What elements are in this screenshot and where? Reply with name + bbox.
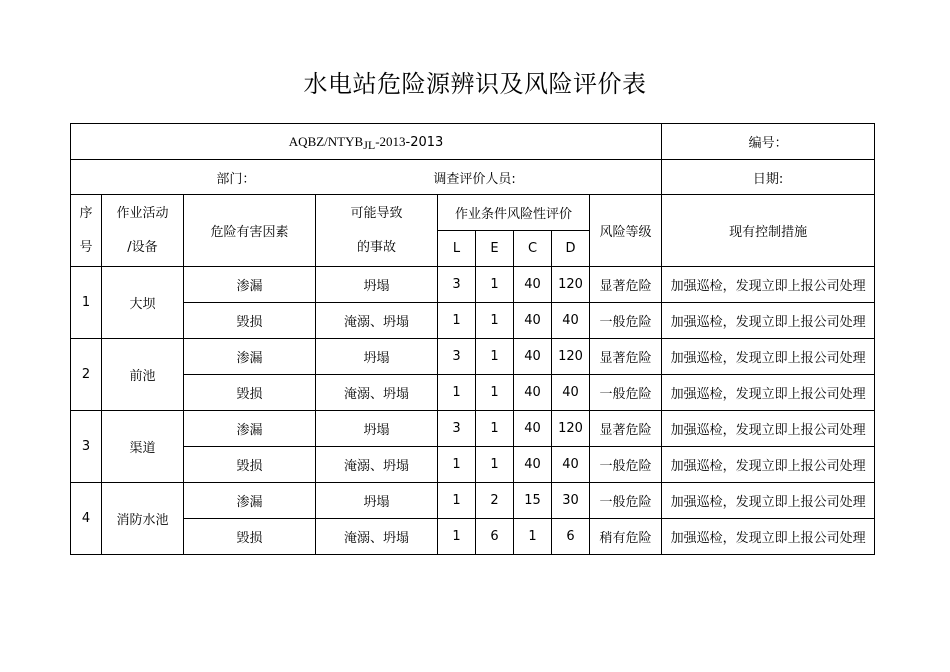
department-label: 部门： xyxy=(216,171,256,187)
risk-level-cell: 一般危险 xyxy=(590,447,662,483)
header-risk-level: 风险等级 xyxy=(590,195,662,267)
l-value-cell: 1 xyxy=(438,447,476,483)
hazard-cell: 渗漏 xyxy=(184,339,316,375)
table-row xyxy=(71,375,875,411)
code-row xyxy=(71,124,875,160)
document-code-cell xyxy=(71,124,662,160)
hazard-cell: 渗漏 xyxy=(184,267,316,303)
hazard-cell: 毁损 xyxy=(184,303,316,339)
seq-cell: 2 xyxy=(71,339,102,411)
l-value-cell: 1 xyxy=(438,519,476,555)
activity-cell: 大坝 xyxy=(102,267,184,339)
table-row xyxy=(71,303,875,339)
d-value-cell: 120 xyxy=(552,267,590,303)
header-activity: 作业活动 /设备 xyxy=(102,195,184,267)
accident-cell: 坍塌 xyxy=(316,339,438,375)
d-value-cell: 120 xyxy=(552,411,590,447)
doc-code-sub: JL xyxy=(363,137,376,152)
d-value-cell: 40 xyxy=(552,375,590,411)
accident-cell: 淹溺、坍塌 xyxy=(316,519,438,555)
d-value-cell: 120 xyxy=(552,339,590,375)
header-row-1 xyxy=(71,195,875,231)
control-measure-cell: 加强巡检，发现立即上报公司处理 xyxy=(662,339,875,375)
control-measure-cell: 加强巡检，发现立即上报公司处理 xyxy=(662,411,875,447)
c-value-cell: 40 xyxy=(514,339,552,375)
hazard-cell: 毁损 xyxy=(184,375,316,411)
table-row xyxy=(71,267,875,303)
l-value-cell: 1 xyxy=(438,303,476,339)
control-measure-cell: 加强巡检，发现立即上报公司处理 xyxy=(662,483,875,519)
e-value-cell: 1 xyxy=(476,411,514,447)
l-value-cell: 3 xyxy=(438,267,476,303)
accident-cell: 坍塌 xyxy=(316,267,438,303)
table-row xyxy=(71,339,875,375)
e-value-cell: 2 xyxy=(476,483,514,519)
table-row xyxy=(71,447,875,483)
info-row xyxy=(71,160,875,195)
header-measures: 现有控制措施 xyxy=(662,195,875,267)
control-measure-cell: 加强巡检，发现立即上报公司处理 xyxy=(662,303,875,339)
l-value-cell: 1 xyxy=(438,375,476,411)
header-C: C xyxy=(514,231,552,267)
number-label: 编号： xyxy=(662,124,875,160)
accident-cell: 坍塌 xyxy=(316,411,438,447)
e-value-cell: 1 xyxy=(476,375,514,411)
e-value-cell: 1 xyxy=(476,303,514,339)
d-value-cell: 40 xyxy=(552,303,590,339)
e-value-cell: 1 xyxy=(476,267,514,303)
c-value-cell: 40 xyxy=(514,267,552,303)
c-value-cell: 40 xyxy=(514,411,552,447)
doc-code-mid: -2013 xyxy=(375,133,406,149)
risk-level-cell: 显著危险 xyxy=(590,267,662,303)
l-value-cell: 3 xyxy=(438,339,476,375)
header-E: E xyxy=(476,231,514,267)
header-hazard: 危险有害因素 xyxy=(184,195,316,267)
header-L: L xyxy=(438,231,476,267)
hazard-cell: 渗漏 xyxy=(184,411,316,447)
c-value-cell: 15 xyxy=(514,483,552,519)
c-value-cell: 40 xyxy=(514,447,552,483)
activity-cell: 消防水池 xyxy=(102,483,184,555)
investigators-label: 调查评价人员: xyxy=(433,171,516,187)
table-body xyxy=(71,267,875,555)
risk-level-cell: 显著危险 xyxy=(590,339,662,375)
header-D: D xyxy=(552,231,590,267)
risk-level-cell: 一般危险 xyxy=(590,303,662,339)
control-measure-cell: 加强巡检，发现立即上报公司处理 xyxy=(662,519,875,555)
c-value-cell: 40 xyxy=(514,303,552,339)
hazard-cell: 毁损 xyxy=(184,519,316,555)
accident-cell: 坍塌 xyxy=(316,483,438,519)
d-value-cell: 6 xyxy=(552,519,590,555)
e-value-cell: 6 xyxy=(476,519,514,555)
l-value-cell: 1 xyxy=(438,483,476,519)
control-measure-cell: 加强巡检，发现立即上报公司处理 xyxy=(662,447,875,483)
c-value-cell: 1 xyxy=(514,519,552,555)
table-row xyxy=(71,483,875,519)
risk-level-cell: 稍有危险 xyxy=(590,519,662,555)
header-seq: 序 号 xyxy=(71,195,102,267)
d-value-cell: 40 xyxy=(552,447,590,483)
c-value-cell: 40 xyxy=(514,375,552,411)
seq-cell: 3 xyxy=(71,411,102,483)
date-label: 日期: xyxy=(662,160,875,195)
seq-cell: 1 xyxy=(71,267,102,339)
control-measure-cell: 加强巡检，发现立即上报公司处理 xyxy=(662,267,875,303)
hazard-cell: 毁损 xyxy=(184,447,316,483)
risk-assessment-table xyxy=(70,123,875,555)
e-value-cell: 1 xyxy=(476,447,514,483)
d-value-cell: 30 xyxy=(552,483,590,519)
document-title: 水电站危险源辨识及风险评价表 xyxy=(303,70,647,98)
doc-code-main: AQBZ/NTYB xyxy=(288,133,364,149)
seq-cell: 4 xyxy=(71,483,102,555)
accident-cell: 淹溺、坍塌 xyxy=(316,375,438,411)
l-value-cell: 3 xyxy=(438,411,476,447)
table-row xyxy=(71,411,875,447)
header-accident: 可能导致 的事故 xyxy=(316,195,438,267)
control-measure-cell: 加强巡检，发现立即上报公司处理 xyxy=(662,375,875,411)
activity-cell: 前池 xyxy=(102,339,184,411)
accident-cell: 淹溺、坍塌 xyxy=(316,447,438,483)
accident-cell: 淹溺、坍塌 xyxy=(316,303,438,339)
e-value-cell: 1 xyxy=(476,339,514,375)
header-evaluation: 作业条件风险性评价 xyxy=(438,195,590,231)
hazard-cell: 渗漏 xyxy=(184,483,316,519)
activity-cell: 渠道 xyxy=(102,411,184,483)
doc-code-tail: -2013 xyxy=(405,134,444,150)
risk-level-cell: 显著危险 xyxy=(590,411,662,447)
risk-level-cell: 一般危险 xyxy=(590,375,662,411)
risk-level-cell: 一般危险 xyxy=(590,483,662,519)
department-cell xyxy=(71,160,662,195)
table-row xyxy=(71,519,875,555)
